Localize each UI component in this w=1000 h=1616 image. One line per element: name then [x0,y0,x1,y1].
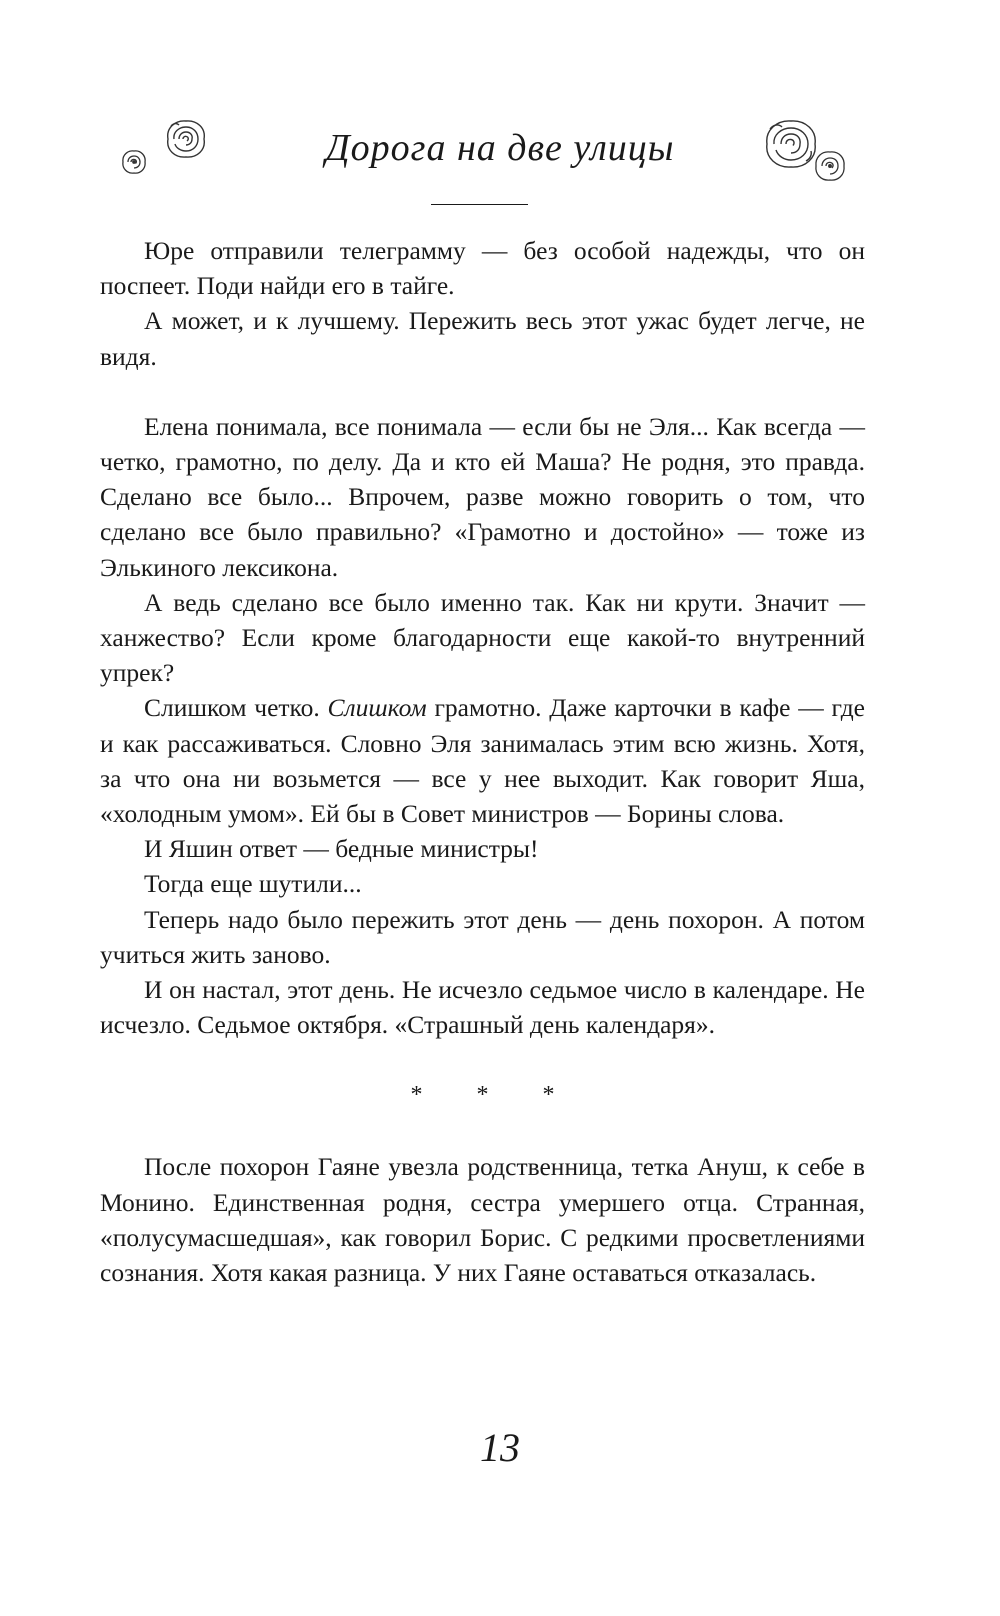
text-run: Слишком четко. [144,693,328,723]
paragraph: А может, и к лучшему. Пережить весь этот ужас будет легче, не видя. [100,306,865,371]
paragraph-gap [100,1113,865,1149]
text-run: грамотно. Даже карточки в кафе — где и как рассаживаться. Словно Эля занималась этим всю жизнь. Хотя, за что она ни возьмется — все у нее выходит. Как говорит Яша, «холодным умом». Ей бы в Совет министров — Борины слова. [100,693,865,829]
paragraph: А ведь сделано все было именно так. Как ни крути. Значит — ханжество? Если кроме благодарности еще какой-то внутренний упрек? [100,587,865,688]
paragraph: Юре отправили телеграмму — без особой надежды, что он поспеет. Поди найди его в тайге. [100,236,865,301]
body-text [100,233,865,1290]
italic-word: Слишком [327,693,427,723]
page-number: 13 [480,1425,520,1470]
paragraph: И Яшин ответ — бедные министры! [144,834,539,864]
paragraph: Теперь надо было пережить этот день — день похорон. А потом учиться жить заново. [100,904,865,969]
paragraph-emphasis [100,690,865,831]
paragraph: Тогда еще шутили... [144,869,362,899]
paragraph: И он настал, этот день. Не исчезло седьмое число в календаре. Не исчезло. Седьмое октября. «Страшный день календаря». [100,975,865,1040]
paragraph: После похорон Гаяне увезла родственница, тетка Ануш, к себе в Монино. Единственная родня, сестра умершего отца. Странная, «полусумасшедшая», как говорил Борис. С редкими просветлениями сознания. Хотя какая разница. У них Гаяне оставаться отказалась. [100,1152,865,1288]
paragraph: Елена понимала, все понимала — если бы не Эля... Как всегда — четко, грамотно, по делу. Да и кто ей Маша? Не родня, это правда. Сделано все было... Впрочем, разве можно говорить о том, что сделано все было правильно? «Грамотно и достойно» — тоже из Элькиного лексикона. [100,411,865,582]
section-separator: * * * [410,1082,579,1109]
paragraph-gap [100,374,865,409]
header-divider [431,204,528,205]
paragraph-gap [100,1042,865,1078]
running-header-title: Дорога на две улицы [325,127,675,169]
